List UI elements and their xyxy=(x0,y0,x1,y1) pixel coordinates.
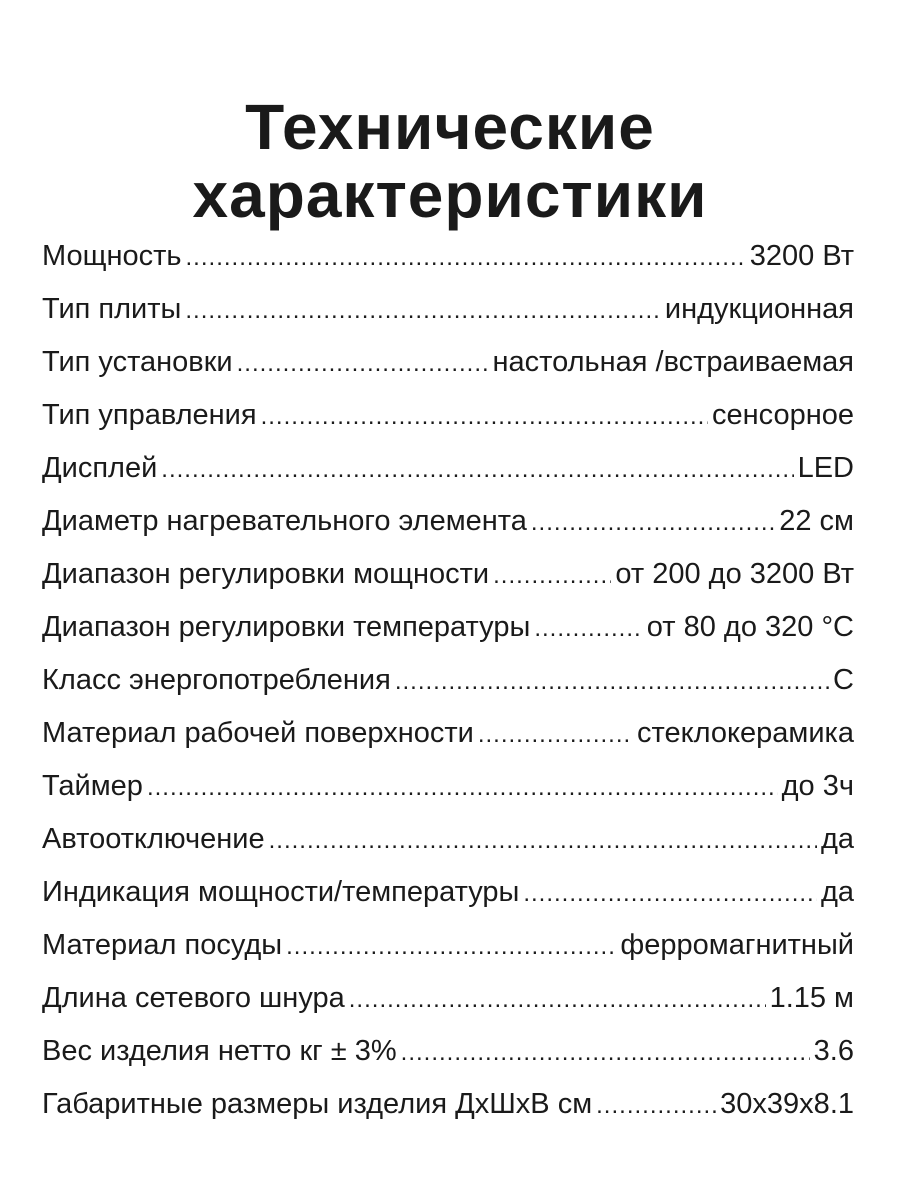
spec-value: 1.15 м xyxy=(769,982,854,1014)
spec-row-display xyxy=(42,442,854,495)
dot-leader xyxy=(534,602,642,655)
spec-row-power-range xyxy=(42,548,854,601)
spec-label: Мощность xyxy=(42,240,182,272)
spec-value: С xyxy=(833,664,854,696)
spec-row-cord-length xyxy=(42,972,854,1025)
dot-leader xyxy=(596,1079,716,1132)
dot-leader xyxy=(237,337,489,390)
spec-value: индукционная xyxy=(664,293,854,325)
spec-row-control-type xyxy=(42,389,854,442)
spec-row-net-weight xyxy=(42,1025,854,1078)
page-title-line-1: Технические xyxy=(245,90,655,163)
spec-value: ферромагнитный xyxy=(620,929,854,961)
spec-value: до 3ч xyxy=(781,770,854,802)
spec-row-surface-material xyxy=(42,707,854,760)
dot-leader xyxy=(401,1026,810,1079)
spec-label: Таймер xyxy=(42,770,143,802)
dot-leader xyxy=(269,814,817,867)
spec-value: LED xyxy=(797,452,854,484)
spec-label: Диаметр нагревательного элемента xyxy=(42,505,527,537)
spec-label: Материал рабочей поверхности xyxy=(42,717,474,749)
spec-label: Индикация мощности/температуры xyxy=(42,876,520,908)
dot-leader xyxy=(186,231,746,284)
spec-value: 3200 Вт xyxy=(749,240,854,272)
spec-value: от 80 до 320 °С xyxy=(646,611,854,643)
page-title-line-2: характеристики xyxy=(192,158,708,231)
dot-leader xyxy=(493,549,611,602)
dot-leader xyxy=(349,973,766,1026)
spec-row-power xyxy=(42,230,854,283)
spec-value: 30х39х8.1 xyxy=(720,1088,854,1120)
dot-leader xyxy=(478,708,633,761)
spec-label: Длина сетевого шнура xyxy=(42,982,345,1014)
spec-row-temperature-range xyxy=(42,601,854,654)
dot-leader xyxy=(523,867,817,920)
dot-leader xyxy=(531,496,775,549)
spec-value: настольная /встраиваемая xyxy=(492,346,854,378)
dot-leader xyxy=(261,390,708,443)
spec-row-energy-class xyxy=(42,654,854,707)
dot-leader xyxy=(185,284,661,337)
spec-value: 22 см xyxy=(779,505,854,537)
spec-value: да xyxy=(820,876,854,908)
spec-value: стеклокерамика xyxy=(637,717,854,749)
spec-label: Дисплей xyxy=(42,452,158,484)
dot-leader xyxy=(147,761,778,814)
spec-label: Диапазон регулировки температуры xyxy=(42,611,531,643)
spec-label: Материал посуды xyxy=(42,929,283,961)
spec-row-cooktop-type xyxy=(42,283,854,336)
specs-list xyxy=(42,230,854,1131)
spec-value: да xyxy=(820,823,854,855)
spec-label: Тип управления xyxy=(42,399,257,431)
dot-leader xyxy=(286,920,616,973)
spec-row-cookware-material xyxy=(42,919,854,972)
spec-value: 3.6 xyxy=(813,1035,854,1067)
spec-label: Диапазон регулировки мощности xyxy=(42,558,490,590)
spec-row-indication xyxy=(42,866,854,919)
spec-row-auto-off xyxy=(42,813,854,866)
spec-label: Вес изделия нетто кг ± 3% xyxy=(42,1035,397,1067)
spec-label: Тип установки xyxy=(42,346,233,378)
spec-label: Тип плиты xyxy=(42,293,182,325)
spec-label: Автоотключение xyxy=(42,823,265,855)
dot-leader xyxy=(395,655,829,708)
spec-value: от 200 до 3200 Вт xyxy=(615,558,854,590)
page-title xyxy=(0,90,900,231)
dot-leader xyxy=(161,443,793,496)
spec-row-dimensions xyxy=(42,1078,854,1131)
spec-label: Габаритные размеры изделия ДхШхВ см xyxy=(42,1088,593,1120)
spec-label: Класс энергопотребления xyxy=(42,664,391,696)
spec-value: сенсорное xyxy=(712,399,854,431)
spec-row-timer xyxy=(42,760,854,813)
spec-row-element-diameter xyxy=(42,495,854,548)
spec-row-installation-type xyxy=(42,336,854,389)
